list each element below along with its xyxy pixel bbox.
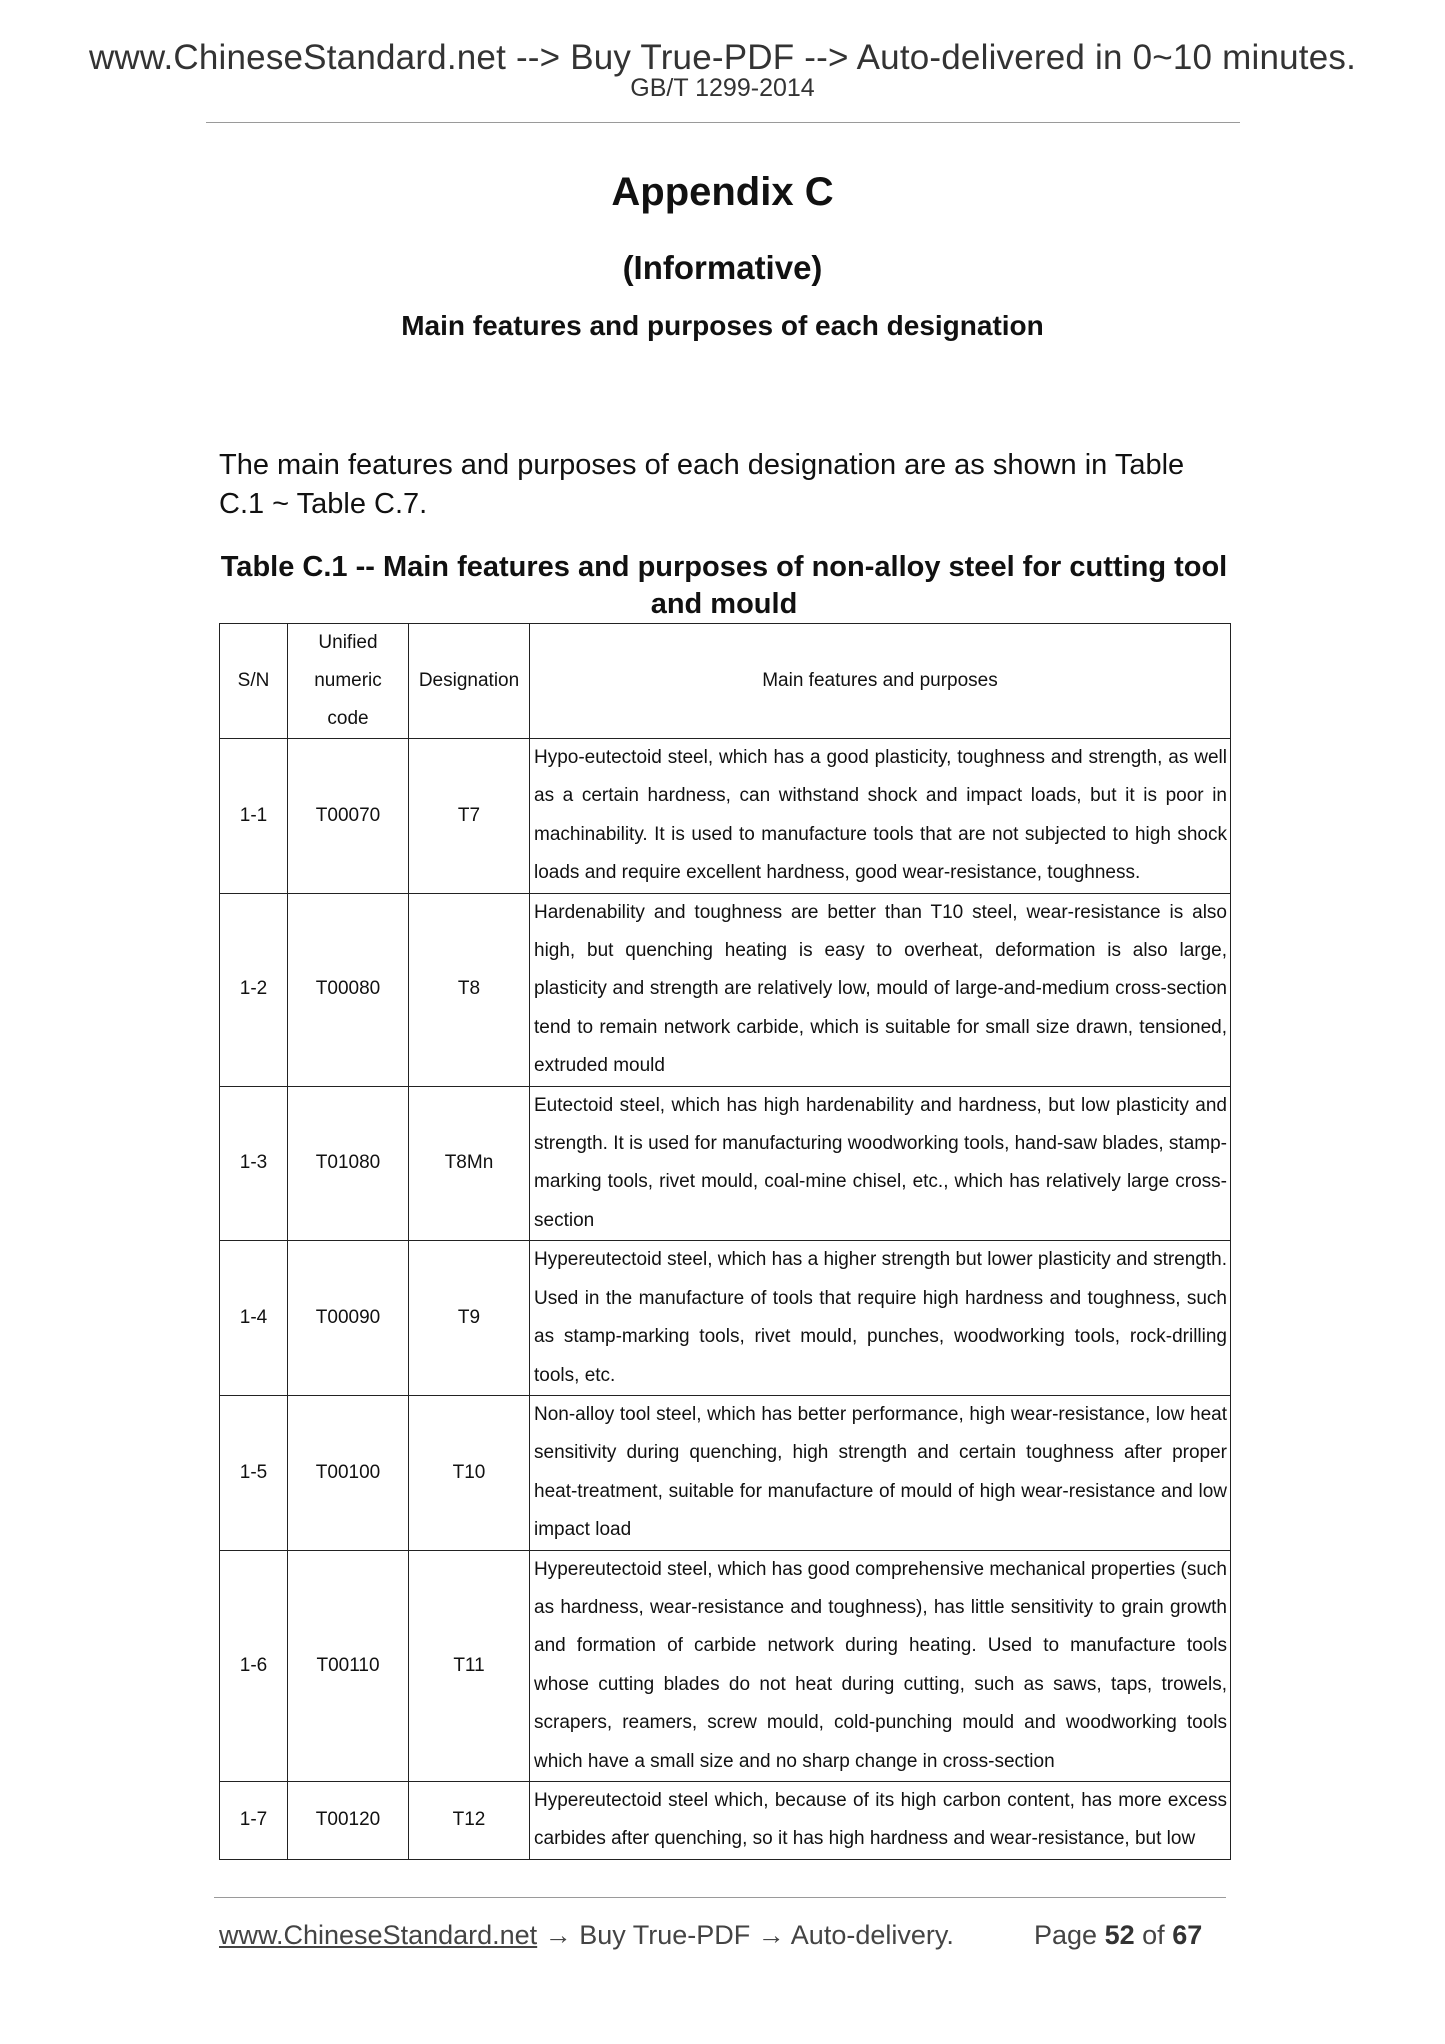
cell-code: T00100 — [288, 1395, 409, 1550]
page-of: of — [1142, 1920, 1165, 1950]
cell-features: Hypereutectoid steel, which has a higher strength but lower plasticity and strength. Used in the manufacture of tools that require high hardness and toughness, such as stamp-marking tools, rivet mould, punches, woodworking tools, rock-drilling tools, etc. — [530, 1241, 1231, 1396]
cell-features: Non-alloy tool steel, which has better performance, high wear-resistance, low heat sensitivity during quenching, high strength and certain toughness after proper heat-treatment, suitable for manufacture of mould of high wear-resistance and low impact load — [530, 1395, 1231, 1550]
cell-designation: T12 — [409, 1781, 530, 1859]
intro-paragraph: The main features and purposes of each designation are as shown in Table C.1 ~ Table C.7. — [219, 449, 1185, 520]
cell-code: T00120 — [288, 1781, 409, 1859]
header-code-line2: numeric — [314, 670, 382, 691]
header-code-line3: code — [327, 708, 369, 729]
cell-designation: T8Mn — [409, 1086, 530, 1241]
table-row — [220, 1086, 1231, 1241]
cell-features: Hypereutectoid steel which, because of its high carbon content, has more excess carbides after quenching, so it has high hardness and wear-resistance, but low — [530, 1781, 1231, 1859]
page-indicator — [1034, 1918, 1202, 1952]
header-sn: S/N — [220, 624, 288, 739]
cell-designation: T11 — [409, 1550, 530, 1781]
table-row — [220, 1395, 1231, 1550]
table-row — [220, 739, 1231, 894]
appendix-heading: Main features and purposes of each designation — [401, 310, 1044, 341]
cell-designation: T7 — [409, 739, 530, 894]
arrow-right-icon: → — [544, 1920, 572, 1950]
header-designation: Designation — [409, 624, 530, 739]
cell-designation: T9 — [409, 1241, 530, 1396]
cell-designation: T10 — [409, 1395, 530, 1550]
cell-code: T00110 — [288, 1550, 409, 1781]
table-row — [220, 1550, 1231, 1781]
footer-divider — [214, 1897, 1226, 1898]
cell-code: T00070 — [288, 739, 409, 894]
arrow-right-icon: → — [757, 1920, 785, 1950]
table-caption: Table C.1 -- Main features and purposes of non-alloy steel for cutting tool and mould — [220, 551, 1228, 620]
site-banner: www.ChineseStandard.net --> Buy True-PDF --> Auto-delivered in 0~10 minutes. — [88, 38, 1357, 77]
standard-code: GB/T 1299-2014 — [630, 74, 815, 102]
page-current: 52 — [1104, 1920, 1135, 1950]
cell-features: Eutectoid steel, which has high hardenability and hardness, but low plasticity and strength. It is used for manufacturing woodworking tools, hand-saw blades, stamp-marking tools, rivet mould, coal-mine chisel, etc., which has relatively large cross-section — [530, 1086, 1231, 1241]
cell-code: T00080 — [288, 893, 409, 1086]
cell-code: T00090 — [288, 1241, 409, 1396]
appendix-title: Appendix C — [611, 170, 834, 214]
cell-designation: T8 — [409, 893, 530, 1086]
appendix-subtitle: (Informative) — [622, 249, 823, 286]
page-label: Page — [1034, 1920, 1098, 1950]
header-unified-code — [288, 624, 409, 739]
cell-sn: 1-6 — [220, 1550, 288, 1781]
cell-sn: 1-2 — [220, 893, 288, 1086]
table-row — [220, 1781, 1231, 1859]
header-divider — [206, 122, 1240, 123]
cell-sn: 1-5 — [220, 1395, 288, 1550]
footer-site-link[interactable]: www.ChineseStandard.net — [219, 1920, 538, 1950]
cell-features: Hypo-eutectoid steel, which has a good plasticity, toughness and strength, as well as a certain hardness, can withstand shock and impact loads, but it is poor in machinability. It is used to manufacture tools that are not subjected to high shock loads and require excellent hardness, good wear-resistance, toughness. — [530, 739, 1231, 894]
table-header-row — [220, 624, 1231, 739]
header-code-line1: Unified — [318, 632, 378, 653]
cell-code: T01080 — [288, 1086, 409, 1241]
cell-sn: 1-4 — [220, 1241, 288, 1396]
cell-features: Hardenability and toughness are better than T10 steel, wear-resistance is also high, but quenching heating is easy to overheat, deformation is also large, plasticity and strength are relatively low, mould of large-and-medium cross-section tend to remain network carbide, which is suitable for small size drawn, tensioned, extruded mould — [530, 893, 1231, 1086]
cell-sn: 1-7 — [220, 1781, 288, 1859]
header-features: Main features and purposes — [530, 624, 1231, 739]
table-row — [220, 893, 1231, 1086]
page-total: 67 — [1172, 1920, 1203, 1950]
cell-sn: 1-3 — [220, 1086, 288, 1241]
footer-delivery-text: Auto-delivery. — [790, 1920, 954, 1950]
table-row — [220, 1241, 1231, 1396]
cell-sn: 1-1 — [220, 739, 288, 894]
features-table — [219, 623, 1231, 1860]
footer-links — [219, 1918, 954, 1952]
footer-buy-text: Buy True-PDF — [579, 1920, 751, 1950]
cell-features: Hypereutectoid steel, which has good comprehensive mechanical properties (such as hardness, wear-resistance and toughness), has little sensitivity to grain growth and formation of carbide network during heating. Used to manufacture tools whose cutting blades do not heat during cutting, such as saws, taps, trowels, scrapers, reamers, screw mould, cold-punching mould and woodworking tools which have a small size and no sharp change in cross-section — [530, 1550, 1231, 1781]
